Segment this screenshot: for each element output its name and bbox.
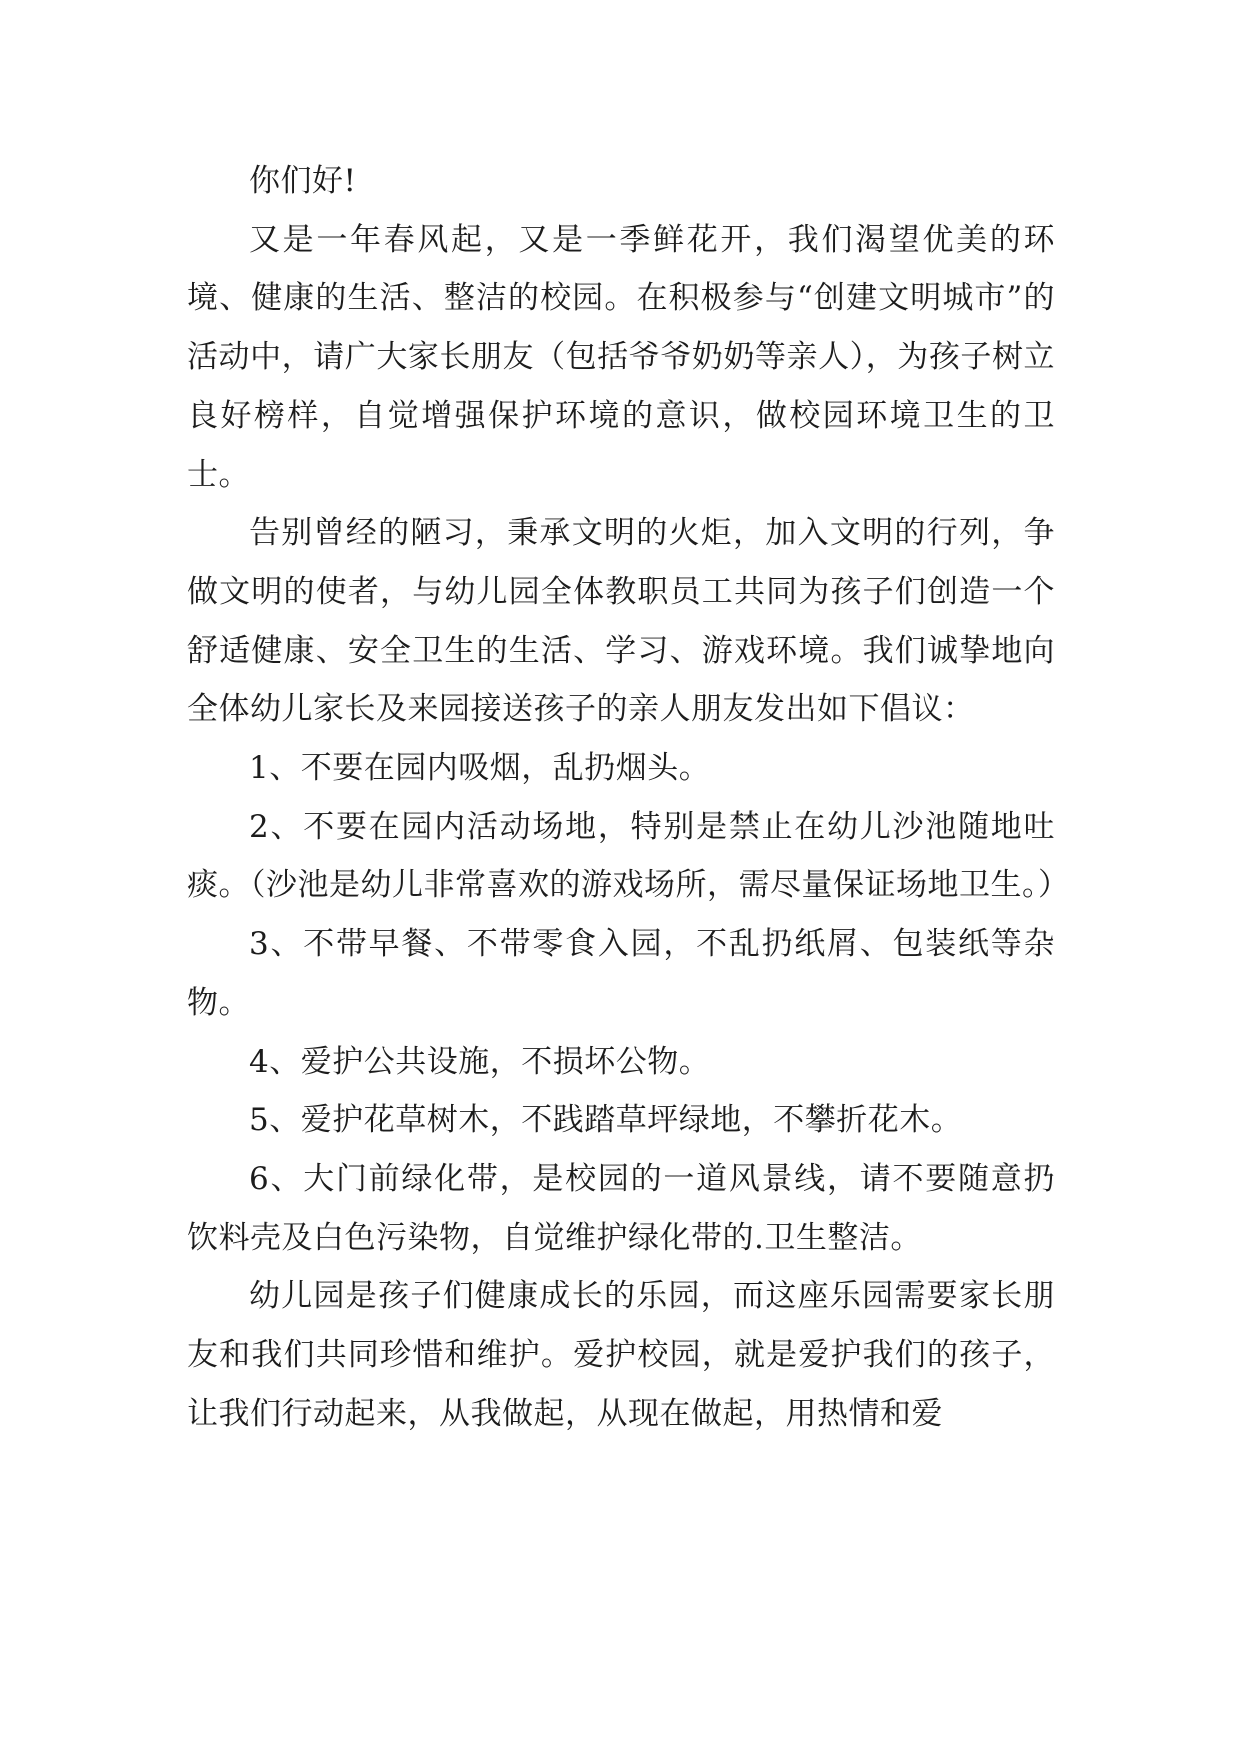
list-item-1: 1、不要在园内吸烟，乱扔烟头。 <box>249 750 711 787</box>
paragraph-intro: 又是一年春风起，又是一季鲜花开，我们渴望优美的环境、健康的生活、整洁的校园。在积极参与“创建文明城市”的活动中，请广大家长朋友（包括爷爷奶奶等亲人），为孩子树立良好榜样，自觉增强保护环境的意识，做校园环境卫生的卫士。 <box>187 221 1055 493</box>
letter-body <box>187 152 1070 1443</box>
paragraph-proposal: 告别曾经的陋习，秉承文明的火炬，加入文明的行列，争做文明的使者，与幼儿园全体教职员工共同为孩子们创造一个舒适健康、安全卫生的生活、学习、游戏环境。我们诚挚地向全体幼儿家长及来园接送孩子的亲人朋友发出如下倡议： <box>187 515 1055 728</box>
list-item-6: 6、大门前绿化带，是校园的一道风景线，请不要随意扔饮料壳及白色污染物，自觉维护绿化带的.卫生整洁。 <box>187 1160 1055 1256</box>
paragraph-closing: 幼儿园是孩子们健康成长的乐园，而这座乐园需要家长朋友和我们共同珍惜和维护。爱护校园，就是爱护我们的孩子，让我们行动起来，从我做起，从现在做起，用热情和爱 <box>187 1278 1055 1432</box>
list-item-5: 5、爱护花草树木，不践踏草坪绿地，不攀折花木。 <box>249 1102 963 1139</box>
list-item-3: 3、不带早餐、不带零食入园，不乱扔纸屑、包装纸等杂物。 <box>187 926 1055 1021</box>
list-item-2: 2、不要在园内活动场地，特别是禁止在幼儿沙池随地吐痰。（沙池是幼儿非常喜欢的游戏场所，需尽量保证场地卫生。） <box>187 808 1070 904</box>
greeting: 你们好! <box>249 163 357 199</box>
list-item-4: 4、爱护公共设施，不损坏公物。 <box>249 1043 711 1080</box>
